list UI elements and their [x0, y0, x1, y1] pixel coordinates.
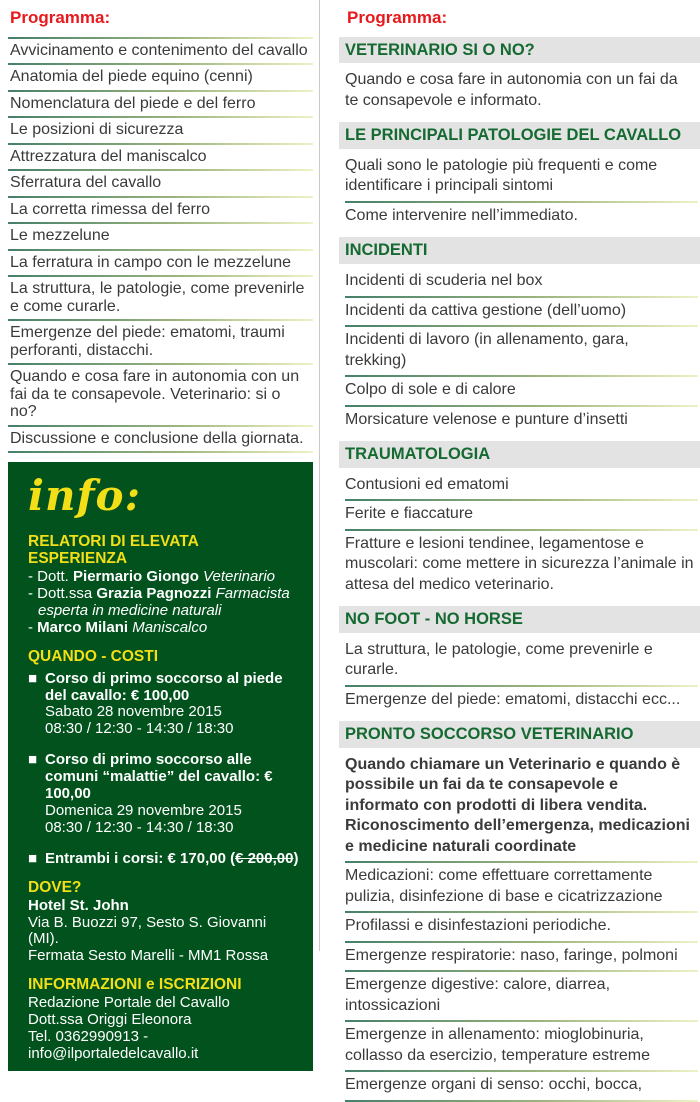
speaker-row [28, 586, 299, 620]
course-block [28, 752, 299, 837]
program-item: Ferite e fiaccature [345, 505, 474, 523]
section-header: TRAUMATOLOGIA [339, 441, 700, 468]
speaker-prefix: - [28, 618, 38, 636]
courses-list [28, 671, 299, 837]
program-item: Attrezzatura del maniscalco [10, 147, 207, 165]
old-price-struck: € 200,00 [235, 849, 294, 867]
contact-phone-email: Tel. 0362990913 - info@ilportaledelcavallo.it [28, 1027, 199, 1062]
right-program-title: Programma: [347, 8, 448, 27]
speaker-role: Veterinario [203, 568, 276, 586]
column-divider [319, 0, 320, 951]
program-item: Incidenti di lavoro (in allenamento, gara, trekking) [345, 331, 629, 369]
speaker-name: Grazia Pagnozzi [96, 585, 212, 602]
both-courses-label: Entrambi i corsi: € 170,00 ( [45, 849, 236, 867]
section-header: PRONTO SOCCORSO VETERINARIO [339, 721, 700, 748]
course-time: 08:30 / 12:30 - 14:30 / 18:30 [45, 818, 234, 836]
program-item: Morsicature velenose e punture d’insetti [345, 410, 628, 428]
separator-line [8, 451, 313, 453]
section-header: INCIDENTI [339, 237, 700, 264]
square-bullet-icon: ■ [28, 849, 38, 867]
course-date: Sabato 28 novembre 2015 [45, 703, 222, 721]
program-item: Colpo di sole e di calore [345, 381, 516, 399]
program-item: Profilassi e disinfestazioni periodiche. [345, 917, 611, 935]
left-column [0, 0, 313, 1062]
course-title [28, 752, 299, 803]
program-item: Fratture e lesioni tendinee, legamentose e muscolari: come mettere in sicurezza l’animale in attesa del medico veterinario. [345, 534, 694, 593]
program-item: Emergenze in allenamento: mioglobinuria, collasso da esercizio, temperature estreme [345, 1026, 651, 1064]
program-item: Contusioni ed ematomi [345, 475, 509, 493]
left-program-title: Programma: [10, 8, 111, 27]
program-item: Emergenze organi di senso: occhi, bocca, [345, 1076, 643, 1094]
program-item: Quando e cosa fare in autonomia con un fai da te consapevole. Veterinario: si o no? [10, 368, 300, 421]
relatori-heading: RELATORI DI ELEVATA ESPERIENZA [28, 533, 199, 568]
speaker-name: Marco Milani [37, 618, 129, 636]
left-program-list [8, 37, 313, 454]
contact-person: Dott.ssa Origgi Eleonora [28, 1011, 192, 1029]
informazioni-heading: INFORMAZIONI e ISCRIZIONI [28, 976, 242, 994]
speaker-role: Farmacista esperta in medicine naturali [38, 585, 290, 619]
metro-stop: Fermata Sesto Marelli - MM1 Rossa [28, 947, 269, 965]
program-item: Discussione e conclusione della giornata. [10, 429, 304, 447]
speaker-row [28, 620, 299, 637]
program-item: Emergenze del piede: ematomi, distacchi ecc... [345, 690, 681, 708]
program-item: Le mezzelune [10, 227, 110, 245]
right-program-sections [345, 37, 700, 1102]
program-item: La struttura, le patologie, come prevenirle e come curarle. [10, 280, 305, 315]
program-item: Come intervenire nell’immediato. [345, 206, 578, 224]
hotel-address: Via B. Buozzi 97, Sesto S. Giovanni (MI). [28, 913, 267, 948]
program-item: Quali sono le patologie più frequenti e come identificare i principali sintomi [345, 156, 658, 195]
course-time: 08:30 / 12:30 - 14:30 / 18:30 [45, 720, 234, 738]
course-title [28, 671, 299, 705]
program-item: Emergenze del piede: ematomi, traumi perforanti, distacchi. [10, 324, 285, 359]
program-item: Medicazioni: come effettuare correttamente pulizia, disinfezione di base e cicatrizzazione [345, 867, 663, 905]
program-item: Le posizioni di sicurezza [10, 121, 184, 139]
square-bullet-icon: ■ [28, 751, 38, 769]
course-title-text: Corso di primo soccorso al piede del cavallo: € 100,00 [45, 669, 283, 704]
program-item: Incidenti da cattiva gestione (dell’uomo) [345, 301, 627, 319]
program-item: Sferratura del cavallo [10, 174, 162, 192]
info-box-title: info: [28, 471, 142, 521]
section-header: VETERINARIO SI O NO? [339, 37, 700, 64]
both-courses-price [28, 851, 299, 868]
program-item: La ferratura in campo con le mezzelune [10, 253, 292, 271]
program-item: Emergenze digestive: calore, diarrea, intossicazioni [345, 976, 611, 1014]
section-header: LE PRINCIPALI PATOLOGIE DEL CAVALLO [339, 122, 700, 149]
info-box [8, 462, 313, 1071]
program-item: La corretta rimessa del ferro [10, 200, 211, 218]
program-item: Anatomia del piede equino (cenni) [10, 68, 253, 86]
square-bullet-icon: ■ [28, 669, 38, 687]
course-date: Domenica 29 novembre 2015 [45, 801, 242, 819]
hotel-name: Hotel St. John [28, 896, 129, 914]
quando-costi-heading: QUANDO - COSTI [28, 647, 159, 665]
right-column [332, 0, 700, 1094]
course-title-text: Corso di primo soccorso alle comuni “malattie” del cavallo: € 100,00 [45, 751, 273, 803]
dove-heading: DOVE? [28, 878, 82, 896]
section-header: NO FOOT - NO HORSE [339, 606, 700, 633]
program-item: Quando e cosa fare in autonomia con un fai da te consapevole e informato. [345, 71, 678, 109]
program-item: Incidenti di scuderia nel box [345, 272, 543, 290]
program-item: La struttura, le patologie, come prevenirle e curarle. [345, 640, 653, 679]
both-courses-close-paren: ) [293, 849, 299, 867]
speaker-prefix: - Dott. [28, 568, 74, 586]
program-item: Quando chiamare un Veterinario e quando è possibile un fai da te consapevole e informato con prodotti di libera vendita. Riconoscimento dell’emergenza, medicazioni e medicine naturali coordinate [345, 755, 690, 855]
program-item: Avvicinamento e contenimento del cavallo [10, 41, 308, 59]
speaker-name: Piermario Giongo [73, 568, 199, 586]
speakers-list [28, 569, 299, 637]
program-item: Nomenclatura del piede e del ferro [10, 94, 256, 112]
contact-organization: Redazione Portale del Cavallo [28, 994, 230, 1012]
program-item: Emergenze respiratorie: naso, faringe, polmoni [345, 946, 678, 964]
speaker-role: Maniscalco [132, 618, 208, 636]
speaker-prefix: - Dott.ssa [28, 585, 97, 602]
course-block [28, 671, 299, 739]
speaker-row [28, 569, 299, 586]
